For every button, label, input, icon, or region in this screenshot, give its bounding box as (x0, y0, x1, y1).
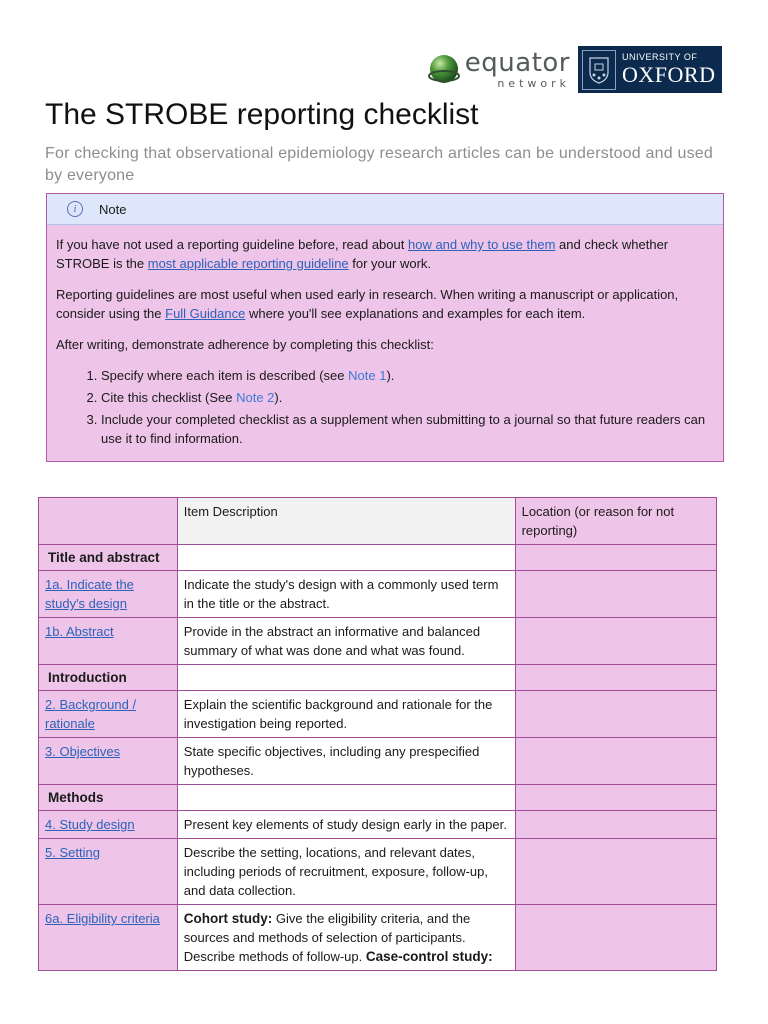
section-description-cell (177, 785, 515, 811)
location-input-cell[interactable] (515, 839, 716, 905)
page-subtitle: For checking that observational epidemiology research articles can be understood and used by everyone (45, 145, 713, 184)
list-item-text: Include your completed checklist as a supplement when submitting to a journal so that future readers can use it to find information. (101, 412, 706, 446)
item-1b-link[interactable]: 1b. Abstract (45, 624, 114, 639)
item-cell (39, 738, 178, 785)
location-input-cell[interactable] (515, 665, 716, 691)
note-text: Reporting guidelines are most useful when used early in research. When writing a manuscript or application, consider using the (56, 287, 679, 321)
note-body (47, 225, 723, 461)
list-item (101, 388, 713, 407)
item-cell (39, 811, 178, 839)
item-cell (39, 691, 178, 738)
table-row (39, 905, 717, 971)
item-cell (39, 571, 178, 618)
note-heading: Note (99, 201, 127, 217)
location-input-cell[interactable] (515, 691, 716, 738)
location-input-cell[interactable] (515, 738, 716, 785)
description-cell: Explain the scientific background and rationale for the investigation being reported. (177, 691, 515, 738)
section-row (39, 545, 717, 571)
table-row (39, 571, 717, 618)
case-control-label: Case-control study: (365, 949, 493, 964)
list-item (101, 410, 713, 448)
globe-icon (427, 53, 461, 87)
location-input-cell[interactable] (515, 785, 716, 811)
oxford-logo[interactable] (578, 46, 722, 93)
header-item-cell (39, 498, 178, 545)
note-steps-list (56, 366, 713, 448)
checklist-table (38, 497, 717, 971)
cohort-study-label: Cohort study: (183, 911, 273, 926)
note-text: for your work. (348, 256, 432, 271)
section-methods: Methods (39, 785, 178, 811)
table-row (39, 811, 717, 839)
info-icon: i (67, 201, 83, 217)
note-text: and check whether STROBE is the (56, 237, 669, 271)
note-text: where you'll see explanations and examples for each item. (245, 306, 586, 321)
description-cell: Present key elements of study design early in the paper. (177, 811, 515, 839)
item-5-link[interactable]: 5. Setting (45, 845, 100, 860)
list-item (101, 366, 713, 385)
table-row (39, 738, 717, 785)
oxford-wordmark: OXFORD (622, 62, 716, 87)
page-title: The STROBE reporting checklist (45, 98, 479, 131)
list-item-text: Cite this checklist (See (101, 390, 237, 405)
table-row (39, 691, 717, 738)
item-4-link[interactable]: 4. Study design (45, 817, 135, 832)
item-2-link[interactable]: 2. Background / rationale (45, 697, 137, 731)
table-row (39, 839, 717, 905)
header-logos (427, 46, 722, 93)
description-cell: State specific objectives, including any prespecified hypotheses. (177, 738, 515, 785)
note-paragraph-2 (56, 285, 713, 323)
section-description-cell (177, 665, 515, 691)
table-row (39, 618, 717, 665)
table-header-row (39, 498, 717, 545)
note-text: If you have not used a reporting guideline before, read about (56, 237, 408, 252)
item-cell (39, 905, 178, 971)
description-cell: Provide in the abstract an informative and balanced summary of what was done and what was found. (177, 618, 515, 665)
item-cell (39, 618, 178, 665)
equator-logo[interactable] (427, 50, 570, 89)
section-introduction: Introduction (39, 665, 178, 691)
location-input-cell[interactable] (515, 618, 716, 665)
equator-wordmark: equator (464, 48, 570, 78)
applicable-guideline-link[interactable]: most applicable reporting guideline (147, 256, 349, 271)
section-row (39, 785, 717, 811)
location-input-cell[interactable] (515, 905, 716, 971)
equator-subtitle: network (497, 77, 570, 90)
note-2-link[interactable]: Note 2 (236, 390, 275, 405)
description-cell (177, 905, 515, 971)
header-location-cell: Location (or reason for not reporting) (515, 498, 716, 545)
item-1a-link[interactable]: 1a. Indicate the study's design (45, 577, 134, 611)
section-title-abstract: Title and abstract (39, 545, 178, 571)
note-paragraph-3: After writing, demonstrate adherence by completing this checklist: (56, 337, 434, 352)
header-description-cell: Item Description (177, 498, 515, 545)
item-3-link[interactable]: 3. Objectives (45, 744, 121, 759)
list-item-text: ). (386, 368, 395, 383)
description-text: Give the eligibility criteria, and the sources and methods of selection of participants. Describe methods of follow-up. (183, 911, 471, 964)
crest-icon (582, 50, 616, 90)
note-header (47, 194, 723, 225)
description-cell: Describe the setting, locations, and relevant dates, including periods of recruitment, exposure, follow-up, and data collection. (177, 839, 515, 905)
list-item-text: Specify where each item is described (see (101, 368, 349, 383)
note-paragraph-1 (56, 235, 713, 273)
how-why-link[interactable]: how and why to use them (407, 237, 556, 252)
full-guidance-link[interactable]: Full Guidance (165, 306, 246, 321)
section-row (39, 665, 717, 691)
description-cell: Indicate the study's design with a commonly used term in the title or the abstract. (177, 571, 515, 618)
note-box (46, 193, 724, 462)
item-cell (39, 839, 178, 905)
list-item-text: ). (274, 390, 283, 405)
section-description-cell (177, 545, 515, 571)
item-6a-link[interactable]: 6a. Eligibility criteria (45, 911, 160, 926)
note-1-link[interactable]: Note 1 (348, 368, 387, 383)
oxford-university-of: UNIVERSITY OF (622, 52, 698, 62)
location-input-cell[interactable] (515, 571, 716, 618)
location-input-cell[interactable] (515, 545, 716, 571)
location-input-cell[interactable] (515, 811, 716, 839)
